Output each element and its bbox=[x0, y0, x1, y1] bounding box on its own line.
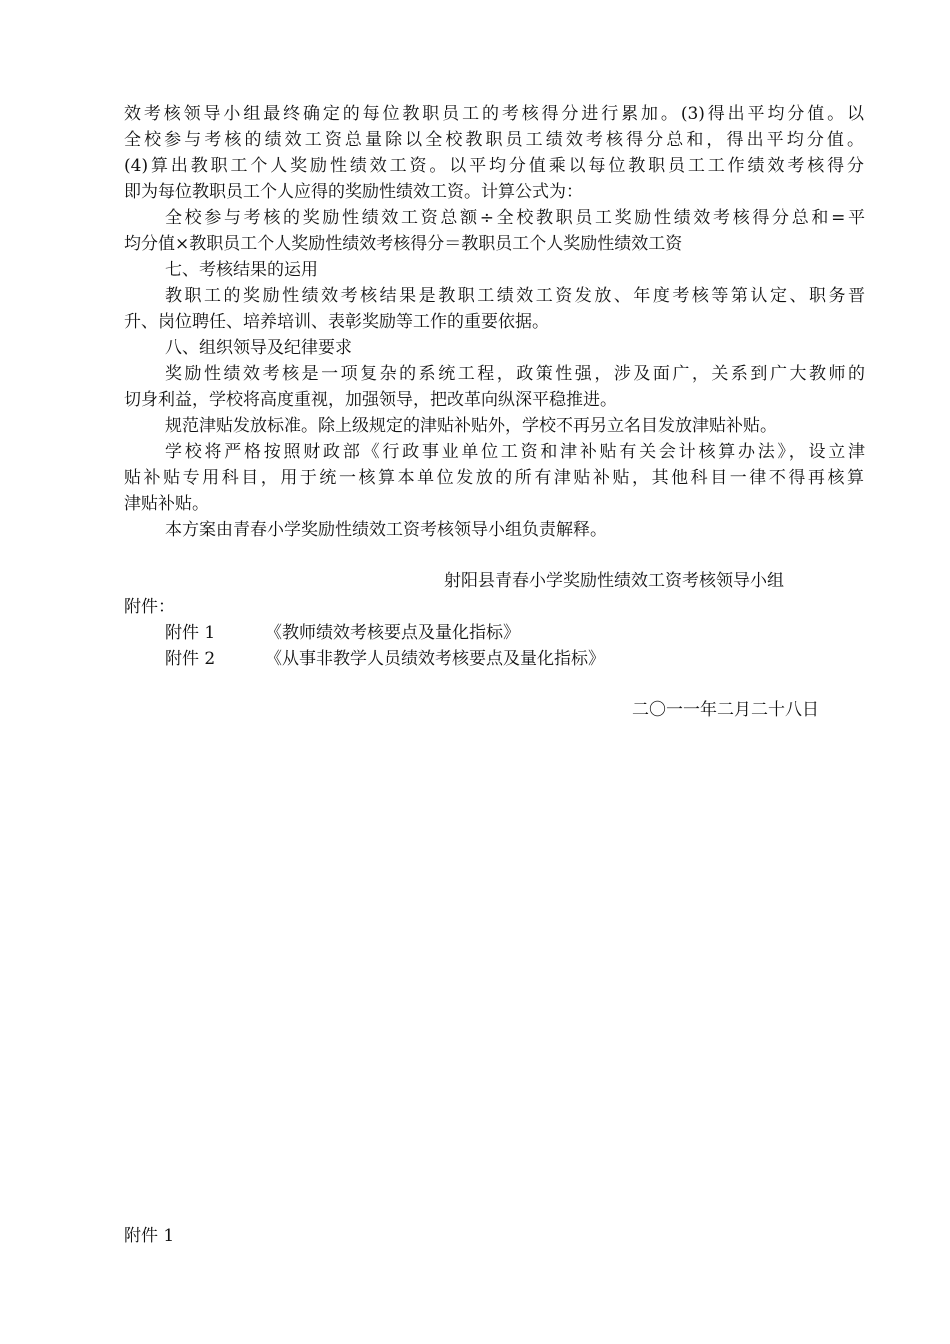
body-line-14: 学校将严格按照财政部《行政事业单位工资和津补贴有关会计核算办法》，设立津 bbox=[165, 442, 865, 462]
body-line-16: 津贴补贴。 bbox=[124, 494, 209, 514]
attachment-2-label: 附件 2 bbox=[165, 649, 216, 669]
body-line-15: 贴补贴专用科目，用于统一核算本单位发放的所有津贴补贴，其他科目一律不得再核算 bbox=[124, 468, 864, 488]
body-line-1: 效考核领导小组最终确定的每位教职员工的考核得分进行累加。(3)得出平均分值。以 bbox=[124, 104, 864, 124]
body-line-11: 奖励性绩效考核是一项复杂的系统工程，政策性强，涉及面广，关系到广大教师的 bbox=[165, 364, 865, 384]
attachment-1-title: 《教师绩效考核要点及量化指标》 bbox=[265, 623, 520, 643]
body-line-3: (4)算出教职工个人奖励性绩效工资。以平均分值乘以每位教职员工工作绩效考核得分 bbox=[124, 156, 864, 176]
formula-line-2: 均分值×教职员工个人奖励性绩效考核得分＝教职员工个人奖励性绩效工资 bbox=[124, 234, 683, 254]
attachment-1-label: 附件 1 bbox=[165, 623, 216, 643]
formula-line-1: 全校参与考核的奖励性绩效工资总额÷全校教职员工奖励性绩效考核得分总和=平 bbox=[165, 208, 865, 228]
body-line-2: 全校参与考核的绩效工资总量除以全校教职员工绩效考核得分总和，得出平均分值。 bbox=[124, 130, 864, 150]
document-date: 二〇一一年二月二十八日 bbox=[632, 700, 819, 720]
body-line-9: 升、岗位聘任、培养培训、表彰奖励等工作的重要依据。 bbox=[124, 312, 549, 332]
signature-org: 射阳县青春小学奖励性绩效工资考核领导小组 bbox=[444, 571, 784, 591]
attachments-heading: 附件： bbox=[124, 597, 175, 617]
body-line-17: 本方案由青春小学奖励性绩效工资考核领导小组负责解释。 bbox=[165, 520, 607, 540]
body-line-4: 即为每位教职员工个人应得的奖励性绩效工资。计算公式为： bbox=[124, 182, 583, 202]
section-heading-7: 七、考核结果的运用 bbox=[165, 260, 318, 280]
attachment-2-title: 《从事非教学人员绩效考核要点及量化指标》 bbox=[265, 649, 605, 669]
section-heading-8: 八、组织领导及纪律要求 bbox=[165, 338, 352, 358]
footer-attachment-label: 附件 1 bbox=[124, 1226, 175, 1246]
body-line-13: 规范津贴发放标准。除上级规定的津贴补贴外，学校不再另立名目发放津贴补贴。 bbox=[165, 416, 777, 436]
body-line-12: 切身利益，学校将高度重视，加强领导，把改革向纵深平稳推进。 bbox=[124, 390, 617, 410]
body-line-8: 教职工的奖励性绩效考核结果是教职工绩效工资发放、年度考核等第认定、职务晋 bbox=[165, 286, 865, 306]
